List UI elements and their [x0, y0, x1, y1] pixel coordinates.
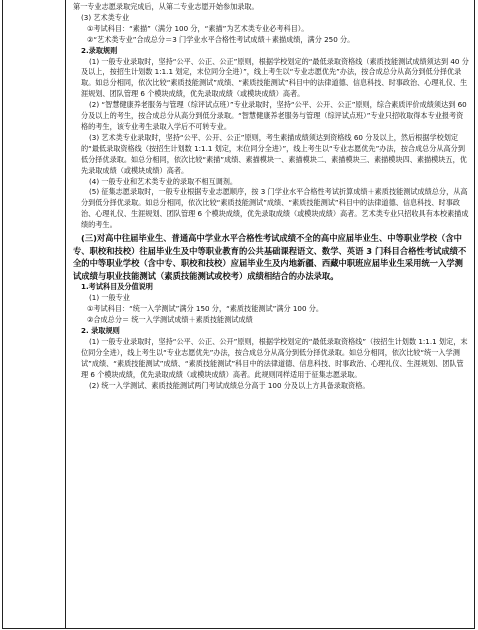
list-item: ①考试科目：“统一入学测试”满分 150 分，“素质技能测试”满分 100 分。 — [87, 304, 324, 314]
paragraph: (5) 征集志愿录取时，一般专业根据专业志愿顺序，按 3 门学业水平合格性考试折算成绩＋素质技能测试成绩总分，从高分到低分择优录取。如总分相同，依次比较“素质技能测试”成绩、“素质技能测试”科目中的法律道德、信息科技、时事政治、心理礼仪、生涯规划、团队管理 6 个模块成绩，优先录取成绩（或模块成绩）高者。艺术类专业只招收具有本校素描成绩的考生。 — [81, 187, 469, 230]
table-frame — [2, 0, 475, 629]
list-item: ②“艺术类专业”合成总分＝3 门学业水平合格性考试成绩＋素描成绩，满分 250 分。 — [87, 34, 355, 44]
list-item: ①考试科目：“素描”（满分 100 分，“素描”为艺术类专业必考科目）。 — [87, 23, 309, 33]
text-line: 第一专业志愿录取完成后，从第二专业志愿开始参加录取。 — [73, 2, 259, 11]
table-left-column — [3, 0, 66, 628]
paragraph: (4) 一般专业和艺术类专业的录取不相互调剂。 — [89, 176, 238, 186]
list-item: ②合成总分＝ 统一入学测试成绩＋素质技能测试成绩 — [87, 315, 253, 325]
paragraph: (1) 一般专业录取时，坚持“公平、公正、公开”原则，根据学校划定的“最低录取资格线”（按招生计划数 1:1.1 划定，末位同分全进），线上考生以“专业志愿优先”办法，按合成总分从高分到低分择优录取。如总分相同，依次比较“统一入学测试”成绩、“素质技能测试”成绩、“素质技能测试”科目中的法律道德、信息科技、时事政治、心理礼仪、生涯规划、团队管理 6 个模块成绩，优先录取成绩（或模块成绩）高者。此规则同样适用于征集志愿录取。 — [81, 336, 468, 379]
section-heading-3: (三)对高中往届毕业生、普通高中学业水平合格性考试成绩不全的高中应届毕业生、中等职业学校（含中专、职校和技校）往届毕业生及中等职业教育的公共基础课程语文、数学、英语 3 门科目合格性考试成绩不全的中等职业学校（含中专、职校和技校）应届毕业生及内地新疆、西藏中职班应届毕业生采用统一入学测试成绩与职业技能测试（素质技能测试或校考）成绩相结合的办法录取。 — [73, 233, 467, 281]
paragraph: (1) 一般专业录取时，坚持“公平、公正、公正”原则，根据学校划定的“最低录取资格线（素质技能测试成绩须达到 40 分及以上，按招生计划数 1:1.1 划定，末位同分全进）”，线上考生以“专业志愿优先”办法，按合成总分从高分到低分择优录取。如总分相同，依次比较“素质技能测试”成绩、“素质技能测试”科目中的法律道德、信息科技、时事政治、心理礼仪、生涯规划、团队管理 6 个模块成绩，优先录取成绩（或模块成绩）高者。 — [81, 56, 469, 99]
paragraph: (3) 艺术类专业录取时，坚持“公平、公开、公正”原则，考生素描成绩须达到资格线 60 分及以上，然后根据学校划定的“最低录取资格线（按招生计划数 1:1.1 划定，末位同分全进）”，线上考生以“专业志愿优先”办法，按合成总分从高分到低分择优录取。如总分相同，依次比较“素描”成绩、素描模块一、素描模块二、素描模块三、素描模块四、素描模块五，优先录取成绩（或模块成绩）高者。 — [81, 132, 467, 175]
paragraph: (2) “智慧健康养老服务与管理（综评试点班）”专业录取时，坚持“公平、公开、公正”原则，综合素质评价成绩须达到 60 分及以上的考生，按合成总分从高分到低分录取。“智慧健康养老服务与管理（综评试点班）”专业只招收取得本专业报考资格的考生，该专业考生录取入学后不可转专业。 — [81, 100, 467, 131]
heading-admission-rules: 2.录取规则 — [81, 45, 118, 55]
heading-admission-rules-2: 2. 录取规则 — [81, 326, 120, 336]
subheading-general: (1) 一般专业 — [89, 293, 130, 303]
paragraph: (2) 统一入学测试、素质技能测试两门考试成绩总分高于 100 分及以上方具备录取资格。 — [89, 380, 370, 390]
subheading-art: (3) 艺术类专业 — [81, 12, 130, 22]
table-content-cell — [67, 0, 474, 628]
heading-subjects: 1.考试科目及分值说明 — [81, 282, 153, 292]
